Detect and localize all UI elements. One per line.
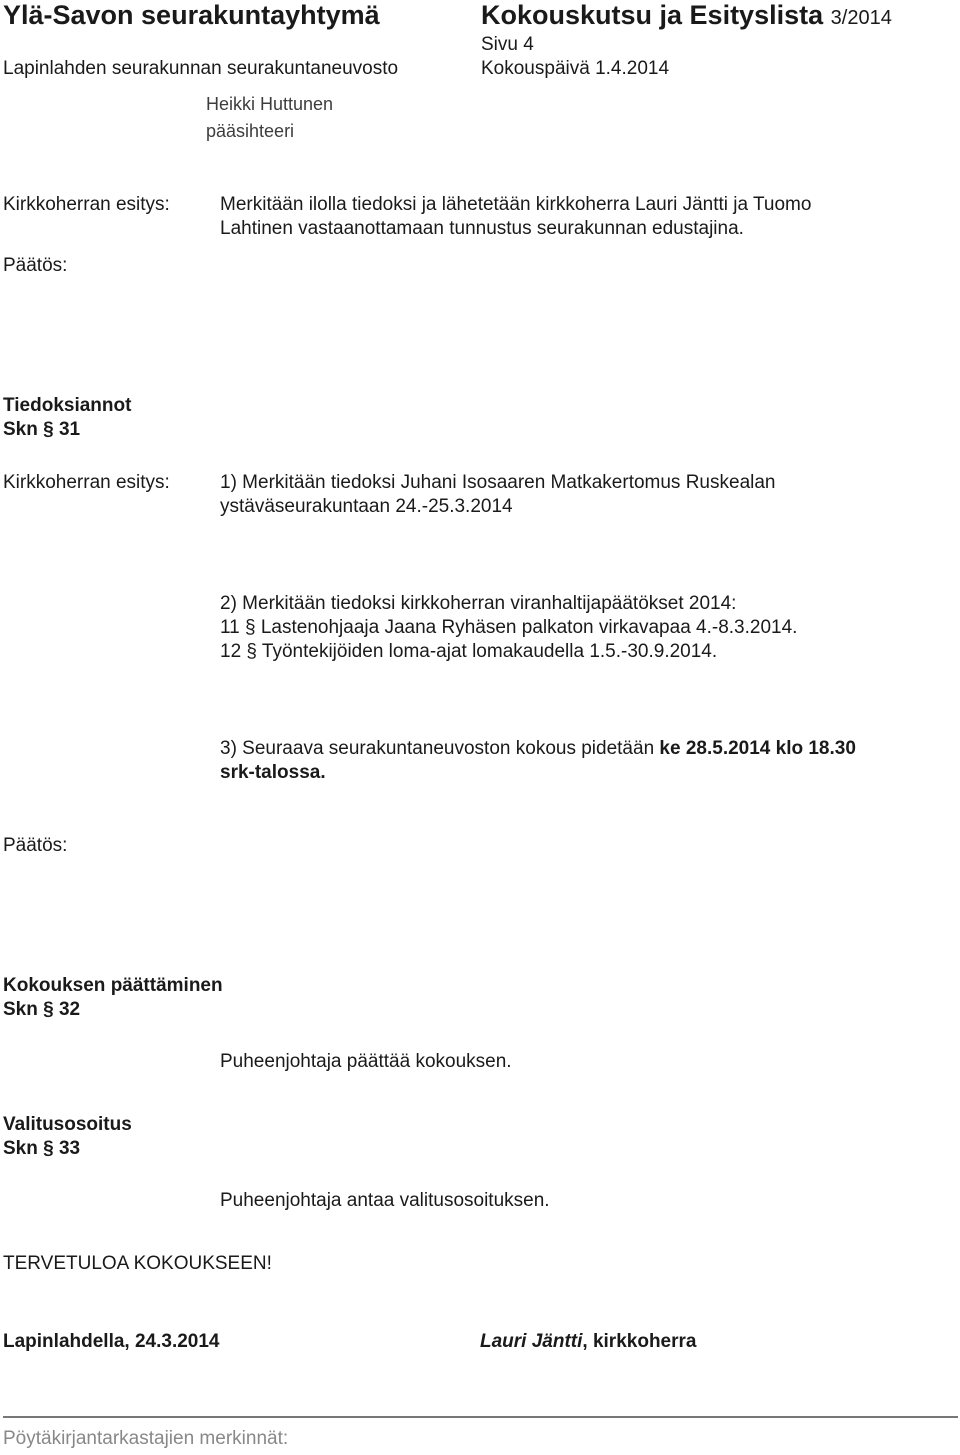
place-date: Lapinlahdella, 24.3.2014 — [3, 1331, 220, 1352]
section-title: Kokouksen päättäminen — [3, 975, 223, 996]
decision-label: Päätös: — [3, 255, 68, 276]
item-text-line: ystäväseurakuntaan 24.-25.3.2014 — [220, 496, 513, 517]
section-title: Tiedoksiannot — [3, 395, 132, 416]
document-title-text: Kokouskutsu ja Esityslista — [481, 0, 824, 30]
footer-label: Pöytäkirjantarkastajien merkinnät: — [3, 1428, 289, 1449]
section-title: Valitusosoitus — [3, 1114, 132, 1135]
item3-prefix: 3) Seuraava seurakuntaneuvoston kokous pidetään — [220, 738, 660, 759]
proposal-text-line: Merkitään ilolla tiedoksi ja lähetetään kirkkoherra Lauri Jäntti ja Tuomo — [220, 194, 812, 215]
board-name: Lapinlahden seurakunnan seurakuntaneuvosto — [3, 58, 399, 79]
proposal-label: Kirkkoherran esitys: — [3, 194, 170, 215]
footer-divider — [3, 1416, 958, 1418]
meeting-date: Kokouspäivä 1.4.2014 — [481, 58, 670, 79]
section-text: Puheenjohtaja antaa valitusosoituksen. — [220, 1190, 550, 1211]
signer-title: , kirkkoherra — [582, 1331, 697, 1352]
document-title — [481, 0, 892, 31]
scribe-name: Heikki Huttunen — [206, 94, 334, 114]
page-number: Sivu 4 — [481, 34, 534, 55]
item-text-line — [220, 737, 856, 761]
proposal-text-line: Lahtinen vastaanottamaan tunnustus seurakunnan edustajina. — [220, 218, 744, 239]
item-text-line: 11 § Lastenohjaaja Jaana Ryhäsen palkaton virkavapaa 4.-8.3.2014. — [220, 617, 798, 638]
item3-bold: ke 28.5.2014 klo 18.30 — [659, 738, 856, 759]
proposal-label: Kirkkoherran esitys: — [3, 472, 170, 493]
signature-line — [480, 1330, 696, 1354]
decision-label: Päätös: — [3, 835, 68, 856]
welcome-text: TERVETULOA KOKOUKSEEN! — [3, 1253, 272, 1274]
item-text-line: 1) Merkitään tiedoksi Juhani Isosaaren Matkakertomus Ruskealan — [220, 472, 776, 493]
item-text-line: 12 § Työntekijöiden loma-ajat lomakaudella 1.5.-30.9.2014. — [220, 641, 718, 662]
signer-name: Lauri Jäntti — [480, 1331, 583, 1352]
section-number: Skn § 31 — [3, 419, 81, 440]
scribe-title: pääsihteeri — [206, 121, 295, 141]
section-text: Puheenjohtaja päättää kokouksen. — [220, 1051, 512, 1072]
item-text-line: srk-talossa. — [220, 762, 326, 783]
organization-name: Ylä-Savon seurakuntayhtymä — [3, 0, 380, 30]
section-number: Skn § 32 — [3, 999, 81, 1020]
item-text-line: 2) Merkitään tiedoksi kirkkoherran viranhaltijapäätökset 2014: — [220, 593, 737, 614]
document-number: 3/2014 — [830, 7, 892, 29]
section-number: Skn § 33 — [3, 1138, 81, 1159]
